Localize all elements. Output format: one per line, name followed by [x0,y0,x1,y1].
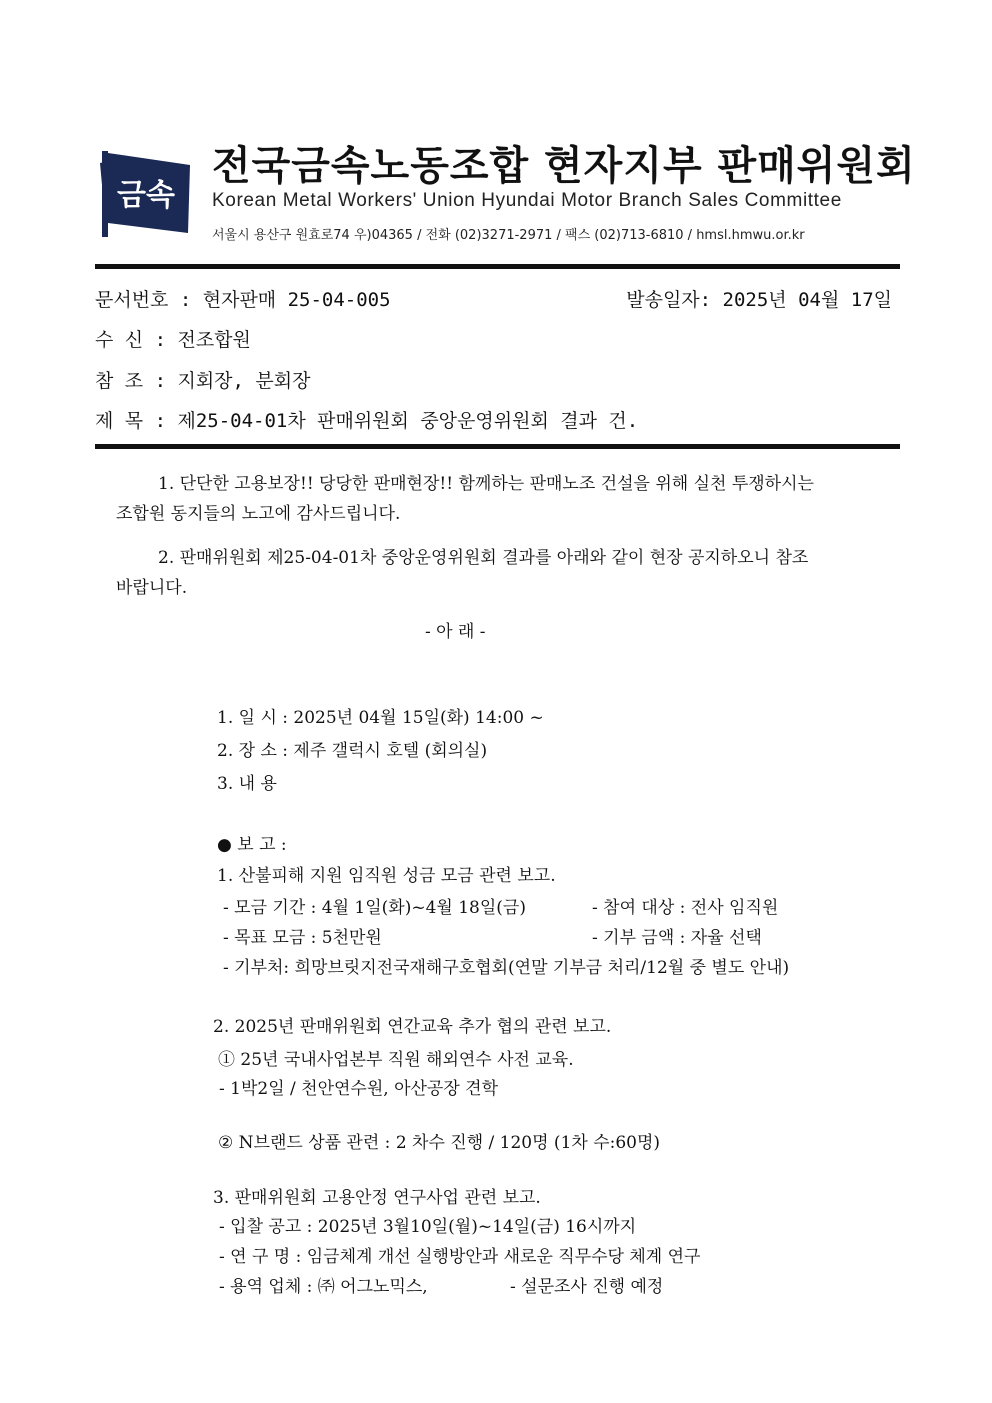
meeting-place: 2. 장 소 : 제주 갤럭시 호텔 (회의실) [217,741,488,761]
report-item-1-title: 1. 산불피해 지원 임직원 성금 모금 관련 보고. [217,866,556,886]
paragraph-2-line-2: 바랍니다. [116,578,188,598]
header-rule [95,264,900,269]
subject: 제 목 : 제25-04-01차 판매위원회 중앙운영위원회 결과 건. [95,410,639,432]
report-item-3-bid: - 입찰 공고 : 2025년 3월10일(월)~14일(금) 16시까지 [219,1217,637,1237]
report-item-1-goal: - 목표 모금 : 5천만원 [223,928,382,948]
meta-rule [95,444,900,449]
report-item-2-sub-2: ② N브랜드 상품 관련 : 2 차수 진행 / 120명 (1차 수:60명) [218,1133,661,1153]
logo-text: 금속 [117,178,175,213]
report-item-1-donee: - 기부처: 희망브릿지전국재해구호협회(연말 기부금 처리/12월 중 별도 안내) [223,958,790,978]
send-date: 발송일자: 2025년 04월 17일 [626,289,892,311]
org-address: 서울시 용산구 원효로74 우)04365 / 전화 (02)3271-2971 / 팩스 (02)713-6810 / hmsl.hmwu.or.kr [212,228,805,243]
report-item-2-sub-1: ① 25년 국내사업본부 직원 해외연수 사전 교육. [218,1050,574,1070]
report-item-3-survey: - 설문조사 진행 예정 [510,1277,664,1297]
org-subtitle: Korean Metal Workers' Union Hyundai Motor Branch Sales Committee [212,190,842,211]
union-logo [98,143,198,243]
org-title: 전국금속노동조합 현자지부 판매위원회 [212,143,916,189]
paragraph-1-line-2: 조합원 동지들의 노고에 감사드립니다. [116,504,401,524]
report-item-3-vendor: - 용역 업체 : ㈜ 어그노믹스, [219,1277,428,1297]
report-item-1-target: - 참여 대상 : 전사 임직원 [592,898,779,918]
report-item-3-title: 3. 판매위원회 고용안정 연구사업 관련 보고. [213,1188,541,1208]
report-item-1-period: - 모금 기간 : 4월 1일(화)~4월 18일(금) [223,898,526,918]
report-item-2-sub-1-detail: - 1박2일 / 천안연수원, 아산공장 견학 [219,1079,499,1099]
meeting-time: 1. 일 시 : 2025년 04월 15일(화) 14:00 ~ [217,708,544,728]
meeting-content: 3. 내 용 [217,774,277,794]
report-item-2-title: 2. 2025년 판매위원회 연간교육 추가 협의 관련 보고. [213,1017,612,1037]
recipient: 수 신 : 전조합원 [95,329,251,351]
report-heading: ● 보 고 : [217,835,287,855]
paragraph-2-line-1: 2. 판매위원회 제25-04-01차 중앙운영위원회 결과를 아래와 같이 현장 공지하오니 참조 [158,548,809,568]
reference: 참 조 : 지회장, 분회장 [95,370,311,392]
report-item-1-amount: - 기부 금액 : 자율 선택 [592,928,762,948]
doc-number: 문서번호 : 현자판매 25-04-005 [95,289,391,311]
paragraph-1-line-1: 1. 단단한 고용보장!! 당당한 판매현장!! 함께하는 판매노조 건설을 위해 실천 투쟁하시는 [158,474,814,494]
report-item-3-name: - 연 구 명 : 임금체계 개선 실행방안과 새로운 직무수당 체계 연구 [219,1247,701,1267]
below-heading: - 아 래 - [425,622,486,642]
